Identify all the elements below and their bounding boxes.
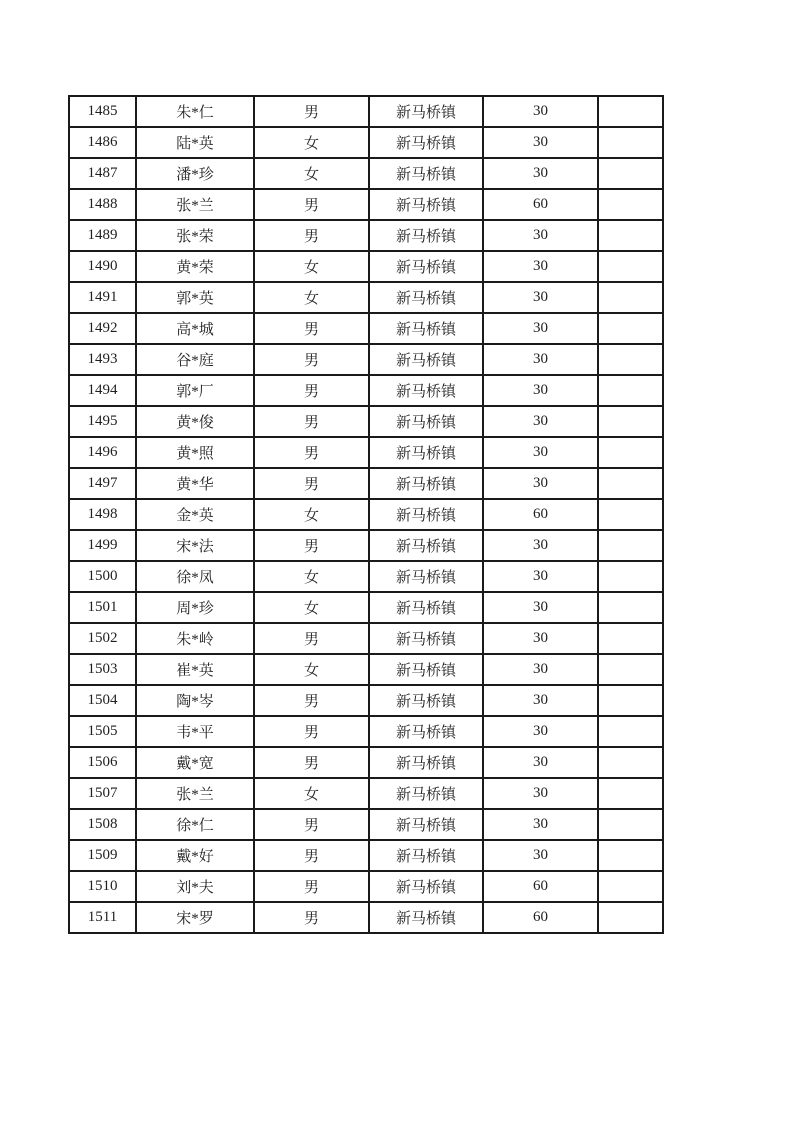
cell-amount: 60 xyxy=(483,902,598,933)
table-row xyxy=(69,220,663,251)
cell-town: 新马桥镇 xyxy=(369,871,483,902)
cell-blank xyxy=(598,220,663,251)
cell-town: 新马桥镇 xyxy=(369,344,483,375)
table-row xyxy=(69,716,663,747)
cell-id: 1494 xyxy=(69,375,136,406)
cell-name: 宋*罗 xyxy=(136,902,254,933)
cell-town: 新马桥镇 xyxy=(369,127,483,158)
table-row xyxy=(69,96,663,127)
cell-id: 1490 xyxy=(69,251,136,282)
cell-id: 1496 xyxy=(69,437,136,468)
cell-id: 1498 xyxy=(69,499,136,530)
cell-amount: 30 xyxy=(483,685,598,716)
table-row xyxy=(69,282,663,313)
table-row xyxy=(69,778,663,809)
cell-id: 1488 xyxy=(69,189,136,220)
cell-name: 潘*珍 xyxy=(136,158,254,189)
table-row xyxy=(69,344,663,375)
cell-town: 新马桥镇 xyxy=(369,592,483,623)
cell-blank xyxy=(598,809,663,840)
cell-amount: 30 xyxy=(483,592,598,623)
beneficiary-table xyxy=(68,95,664,934)
cell-name: 陆*英 xyxy=(136,127,254,158)
table-row xyxy=(69,623,663,654)
cell-amount: 30 xyxy=(483,437,598,468)
cell-gender: 男 xyxy=(254,623,369,654)
table-row xyxy=(69,530,663,561)
table-row xyxy=(69,561,663,592)
cell-blank xyxy=(598,158,663,189)
table-row xyxy=(69,654,663,685)
cell-name: 张*兰 xyxy=(136,189,254,220)
cell-town: 新马桥镇 xyxy=(369,809,483,840)
cell-blank xyxy=(598,871,663,902)
cell-name: 黄*荣 xyxy=(136,251,254,282)
cell-gender: 男 xyxy=(254,840,369,871)
cell-name: 韦*平 xyxy=(136,716,254,747)
cell-amount: 30 xyxy=(483,282,598,313)
cell-gender: 男 xyxy=(254,375,369,406)
cell-amount: 30 xyxy=(483,530,598,561)
cell-name: 谷*庭 xyxy=(136,344,254,375)
cell-id: 1509 xyxy=(69,840,136,871)
cell-town: 新马桥镇 xyxy=(369,189,483,220)
cell-amount: 30 xyxy=(483,778,598,809)
table-row xyxy=(69,809,663,840)
cell-amount: 30 xyxy=(483,158,598,189)
cell-gender: 男 xyxy=(254,189,369,220)
cell-name: 高*城 xyxy=(136,313,254,344)
table-row xyxy=(69,437,663,468)
cell-blank xyxy=(598,313,663,344)
cell-blank xyxy=(598,127,663,158)
cell-blank xyxy=(598,592,663,623)
cell-blank xyxy=(598,902,663,933)
cell-id: 1500 xyxy=(69,561,136,592)
cell-gender: 男 xyxy=(254,468,369,499)
cell-id: 1493 xyxy=(69,344,136,375)
cell-gender: 男 xyxy=(254,902,369,933)
cell-town: 新马桥镇 xyxy=(369,902,483,933)
cell-blank xyxy=(598,375,663,406)
cell-id: 1487 xyxy=(69,158,136,189)
cell-blank xyxy=(598,282,663,313)
cell-town: 新马桥镇 xyxy=(369,716,483,747)
table-row xyxy=(69,747,663,778)
cell-blank xyxy=(598,840,663,871)
table-row xyxy=(69,127,663,158)
cell-town: 新马桥镇 xyxy=(369,654,483,685)
table-row xyxy=(69,158,663,189)
cell-town: 新马桥镇 xyxy=(369,499,483,530)
table-row xyxy=(69,592,663,623)
cell-amount: 60 xyxy=(483,189,598,220)
cell-id: 1492 xyxy=(69,313,136,344)
cell-amount: 30 xyxy=(483,375,598,406)
cell-town: 新马桥镇 xyxy=(369,685,483,716)
table-row xyxy=(69,468,663,499)
cell-name: 刘*夫 xyxy=(136,871,254,902)
cell-gender: 男 xyxy=(254,747,369,778)
cell-name: 黄*俊 xyxy=(136,406,254,437)
cell-amount: 30 xyxy=(483,220,598,251)
cell-amount: 30 xyxy=(483,623,598,654)
cell-town: 新马桥镇 xyxy=(369,251,483,282)
cell-blank xyxy=(598,716,663,747)
cell-name: 周*珍 xyxy=(136,592,254,623)
cell-town: 新马桥镇 xyxy=(369,406,483,437)
cell-town: 新马桥镇 xyxy=(369,220,483,251)
cell-town: 新马桥镇 xyxy=(369,158,483,189)
cell-gender: 男 xyxy=(254,871,369,902)
cell-town: 新马桥镇 xyxy=(369,530,483,561)
cell-gender: 男 xyxy=(254,313,369,344)
table-body xyxy=(69,96,663,933)
cell-id: 1501 xyxy=(69,592,136,623)
cell-town: 新马桥镇 xyxy=(369,282,483,313)
cell-blank xyxy=(598,406,663,437)
cell-amount: 30 xyxy=(483,96,598,127)
cell-gender: 女 xyxy=(254,561,369,592)
table-row xyxy=(69,685,663,716)
cell-gender: 男 xyxy=(254,220,369,251)
cell-blank xyxy=(598,654,663,685)
cell-town: 新马桥镇 xyxy=(369,468,483,499)
cell-amount: 30 xyxy=(483,809,598,840)
cell-gender: 女 xyxy=(254,158,369,189)
cell-blank xyxy=(598,189,663,220)
cell-blank xyxy=(598,96,663,127)
cell-town: 新马桥镇 xyxy=(369,96,483,127)
cell-id: 1486 xyxy=(69,127,136,158)
cell-blank xyxy=(598,778,663,809)
cell-name: 张*兰 xyxy=(136,778,254,809)
cell-blank xyxy=(598,747,663,778)
cell-id: 1506 xyxy=(69,747,136,778)
cell-name: 黄*照 xyxy=(136,437,254,468)
cell-blank xyxy=(598,685,663,716)
cell-name: 崔*英 xyxy=(136,654,254,685)
cell-amount: 60 xyxy=(483,871,598,902)
cell-amount: 30 xyxy=(483,561,598,592)
cell-gender: 女 xyxy=(254,282,369,313)
cell-name: 戴*宽 xyxy=(136,747,254,778)
cell-amount: 30 xyxy=(483,344,598,375)
cell-name: 郭*厂 xyxy=(136,375,254,406)
cell-name: 陶*岑 xyxy=(136,685,254,716)
cell-amount: 30 xyxy=(483,251,598,282)
cell-id: 1510 xyxy=(69,871,136,902)
cell-id: 1499 xyxy=(69,530,136,561)
cell-amount: 30 xyxy=(483,468,598,499)
cell-gender: 女 xyxy=(254,778,369,809)
cell-id: 1504 xyxy=(69,685,136,716)
cell-name: 朱*仁 xyxy=(136,96,254,127)
cell-id: 1507 xyxy=(69,778,136,809)
cell-gender: 男 xyxy=(254,685,369,716)
cell-name: 张*荣 xyxy=(136,220,254,251)
cell-name: 戴*好 xyxy=(136,840,254,871)
cell-blank xyxy=(598,623,663,654)
cell-town: 新马桥镇 xyxy=(369,375,483,406)
cell-blank xyxy=(598,499,663,530)
cell-gender: 男 xyxy=(254,344,369,375)
cell-name: 郭*英 xyxy=(136,282,254,313)
cell-blank xyxy=(598,530,663,561)
cell-id: 1485 xyxy=(69,96,136,127)
cell-gender: 男 xyxy=(254,809,369,840)
cell-blank xyxy=(598,251,663,282)
cell-name: 徐*仁 xyxy=(136,809,254,840)
cell-gender: 男 xyxy=(254,406,369,437)
cell-id: 1505 xyxy=(69,716,136,747)
cell-gender: 女 xyxy=(254,592,369,623)
table-row xyxy=(69,871,663,902)
cell-id: 1489 xyxy=(69,220,136,251)
cell-name: 金*英 xyxy=(136,499,254,530)
cell-amount: 30 xyxy=(483,747,598,778)
table-row xyxy=(69,189,663,220)
table-row xyxy=(69,840,663,871)
cell-gender: 女 xyxy=(254,251,369,282)
cell-town: 新马桥镇 xyxy=(369,778,483,809)
cell-name: 朱*岭 xyxy=(136,623,254,654)
cell-amount: 30 xyxy=(483,313,598,344)
table-row xyxy=(69,406,663,437)
cell-town: 新马桥镇 xyxy=(369,561,483,592)
cell-amount: 30 xyxy=(483,654,598,685)
cell-name: 宋*法 xyxy=(136,530,254,561)
cell-blank xyxy=(598,468,663,499)
table-row xyxy=(69,313,663,344)
cell-name: 黄*华 xyxy=(136,468,254,499)
cell-gender: 男 xyxy=(254,96,369,127)
cell-blank xyxy=(598,344,663,375)
cell-amount: 30 xyxy=(483,127,598,158)
cell-gender: 女 xyxy=(254,654,369,685)
cell-id: 1497 xyxy=(69,468,136,499)
cell-id: 1511 xyxy=(69,902,136,933)
cell-gender: 男 xyxy=(254,437,369,468)
cell-gender: 男 xyxy=(254,530,369,561)
cell-town: 新马桥镇 xyxy=(369,313,483,344)
cell-amount: 30 xyxy=(483,716,598,747)
table-row xyxy=(69,902,663,933)
cell-town: 新马桥镇 xyxy=(369,747,483,778)
cell-id: 1491 xyxy=(69,282,136,313)
cell-id: 1503 xyxy=(69,654,136,685)
cell-amount: 60 xyxy=(483,499,598,530)
cell-gender: 女 xyxy=(254,499,369,530)
table-row xyxy=(69,375,663,406)
cell-amount: 30 xyxy=(483,406,598,437)
table-row xyxy=(69,251,663,282)
table-row xyxy=(69,499,663,530)
cell-town: 新马桥镇 xyxy=(369,437,483,468)
cell-name: 徐*凤 xyxy=(136,561,254,592)
cell-blank xyxy=(598,437,663,468)
cell-id: 1508 xyxy=(69,809,136,840)
cell-blank xyxy=(598,561,663,592)
cell-id: 1495 xyxy=(69,406,136,437)
cell-town: 新马桥镇 xyxy=(369,840,483,871)
cell-gender: 女 xyxy=(254,127,369,158)
cell-town: 新马桥镇 xyxy=(369,623,483,654)
cell-gender: 男 xyxy=(254,716,369,747)
cell-amount: 30 xyxy=(483,840,598,871)
cell-id: 1502 xyxy=(69,623,136,654)
